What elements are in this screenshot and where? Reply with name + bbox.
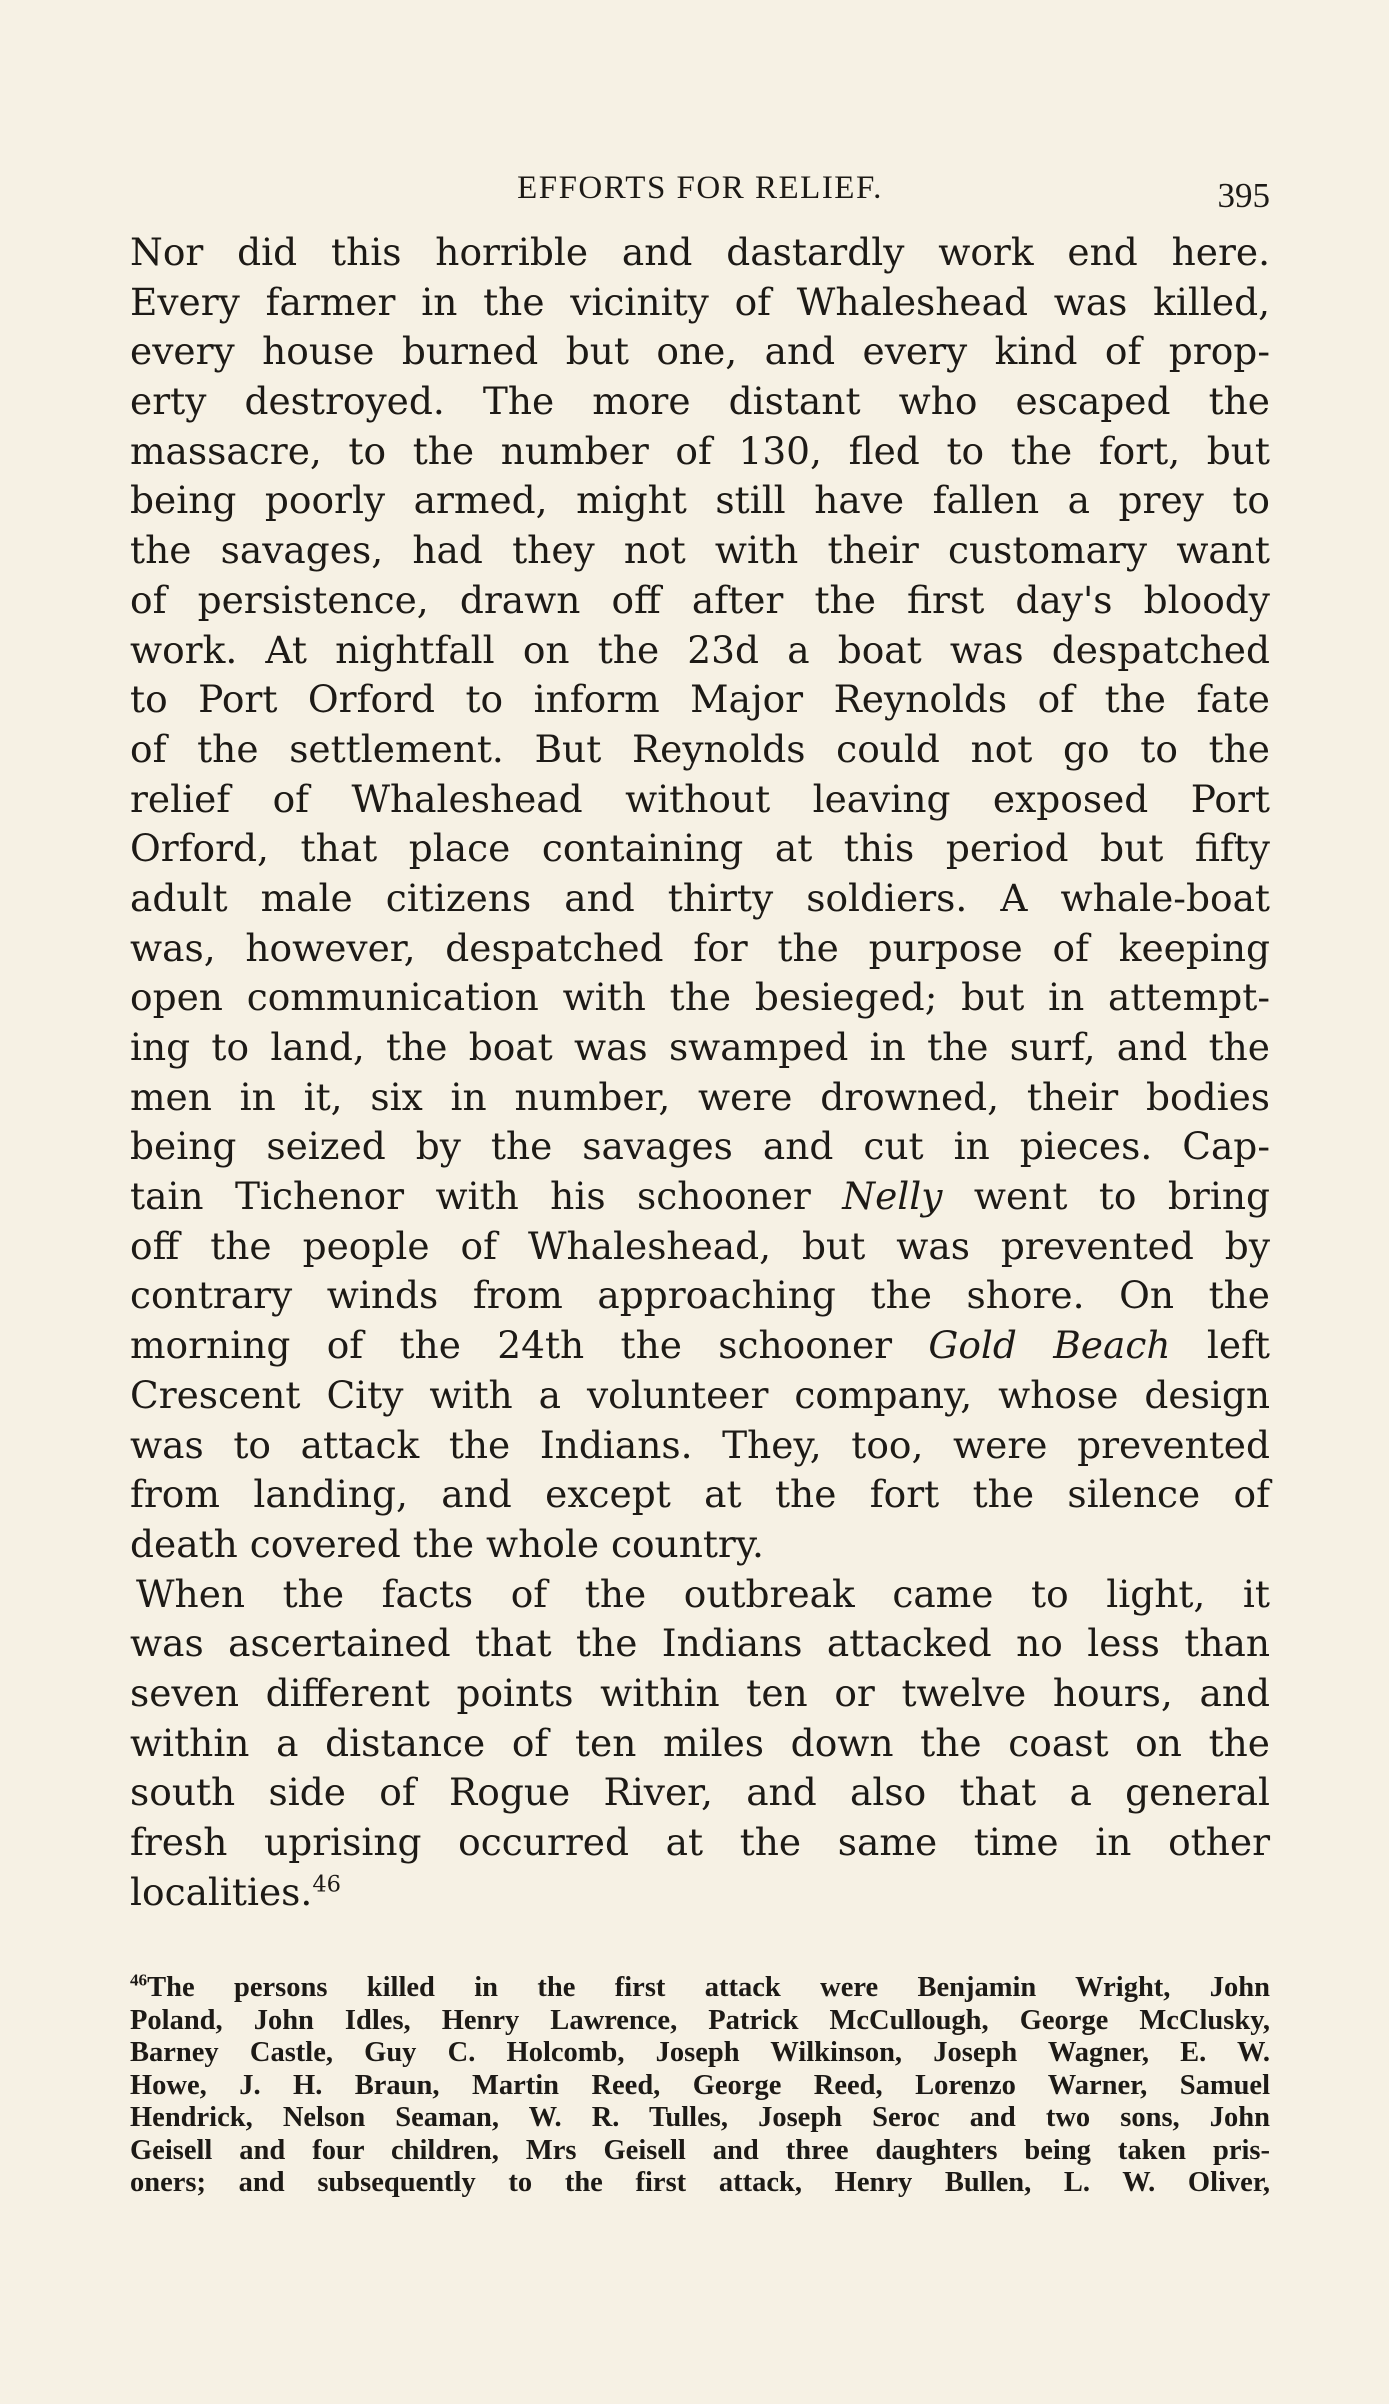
text-line: When the facts of the outbreak came to light, it xyxy=(136,1571,1270,1616)
footnote-line: Poland, John Idles, Henry Lawrence, Patrick McCullough, George McClusky, xyxy=(130,2004,1270,2036)
text-line: relief of Whaleshead without leaving exposed Port xyxy=(130,776,1270,821)
text-segment: left xyxy=(1170,1323,1270,1368)
text-line: Orford, that place containing at this period but fifty xyxy=(130,826,1270,871)
text-line: Crescent City with a volunteer company, whose design xyxy=(130,1372,1270,1417)
text-line: Nor did this horrible and dastardly work end here. xyxy=(130,230,1270,274)
text-line-last xyxy=(130,1868,1270,1918)
footnote-marker: 46 xyxy=(130,1970,148,1990)
text-line: the savages, had they not with their customary want xyxy=(130,528,1270,573)
text-line: men in it, six in number, were drowned, their bodies xyxy=(130,1074,1270,1119)
text-line-tichenor xyxy=(130,1172,1270,1222)
footnote-line: Hendrick, Nelson Seaman, W. R. Tulles, Joseph Seroc and two sons, John xyxy=(130,2102,1270,2133)
text-line: every house burned but one, and every kind of prop- xyxy=(130,329,1270,374)
text-line: work. At nightfall on the 23d a boat was despatched xyxy=(130,627,1270,672)
text-line: ing to land, the boat was swamped in the surf, and the xyxy=(130,1025,1270,1069)
text-line: fresh uprising occurred at the same time in other xyxy=(130,1820,1270,1864)
text-line: Every farmer in the vicinity of Whaleshead was killed, xyxy=(130,279,1270,324)
text-segment: tain Tichenor with his schooner xyxy=(130,1174,843,1219)
text-line: contrary winds from approaching the shore. On the xyxy=(130,1273,1270,1318)
text-segment: morning of the 24th the schooner xyxy=(130,1323,929,1368)
body-text xyxy=(130,228,1270,1917)
footnote xyxy=(130,1972,1270,2200)
running-head xyxy=(130,160,1270,215)
text-line: massacre, to the number of 130, fled to the fort, but xyxy=(130,428,1270,473)
text-line: off the people of Whaleshead, but was prevented by xyxy=(130,1223,1270,1268)
ship-name-gold-beach: Gold Beach xyxy=(928,1323,1171,1368)
footnote-line: Geisell and four children, Mrs Geisell and three daughters being taken pris- xyxy=(130,2134,1270,2166)
page-number: 395 xyxy=(1217,176,1270,215)
footnote-line xyxy=(130,1972,1270,2005)
text-line: from landing, and except at the fort the silence of xyxy=(130,1472,1270,1517)
footnote-line: oners; and subsequently to the first attack, Henry Bullen, L. W. Oliver, xyxy=(130,2167,1270,2198)
text-segment: The persons killed in the first attack were Benjamin Wright, John xyxy=(147,1972,1270,2003)
text-line: within a distance of ten miles down the coast on the xyxy=(130,1720,1270,1765)
text-line: erty destroyed. The more distant who escaped the xyxy=(130,379,1270,424)
text-line: seven different points within ten or twelve hours, and xyxy=(130,1670,1270,1715)
text-segment: went to bring xyxy=(942,1174,1270,1219)
text-line: being poorly armed, might still have fallen a prey to xyxy=(130,478,1270,523)
text-line: was, however, despatched for the purpose of keeping xyxy=(130,925,1270,970)
footnote-line: Howe, J. H. Braun, Martin Reed, George Reed, Lorenzo Warner, Samuel xyxy=(130,2069,1270,2101)
ship-name-nelly: Nelly xyxy=(842,1174,943,1219)
text-line: being seized by the savages and cut in pieces. Cap- xyxy=(130,1124,1270,1169)
text-line: of the settlement. But Reynolds could not go to the xyxy=(130,726,1270,771)
text-line: of persistence, drawn off after the first day's bloody xyxy=(130,577,1270,622)
text-segment: localities. xyxy=(130,1869,313,1914)
footnote-line: Barney Castle, Guy C. Holcomb, Joseph Wilkinson, Joseph Wagner, E. W. xyxy=(130,2037,1270,2068)
footnote-reference[interactable]: 46 xyxy=(312,1871,341,1898)
text-line: adult male citizens and thirty soldiers. A whale-boat xyxy=(130,875,1270,920)
running-title: EFFORTS FOR RELIEF. xyxy=(517,170,883,206)
text-line: south side of Rogue River, and also that a general xyxy=(130,1770,1270,1815)
text-line: open communication with the besieged; but in attempt- xyxy=(130,975,1270,1020)
text-line: to Port Orford to inform Major Reynolds of the fate xyxy=(130,677,1270,722)
text-line: was to attack the Indians. They, too, were prevented xyxy=(130,1422,1270,1467)
text-line-gold-beach xyxy=(130,1321,1270,1371)
text-line: death covered the whole country. xyxy=(130,1521,764,1566)
text-line: was ascertained that the Indians attacked no less than xyxy=(130,1621,1270,1666)
